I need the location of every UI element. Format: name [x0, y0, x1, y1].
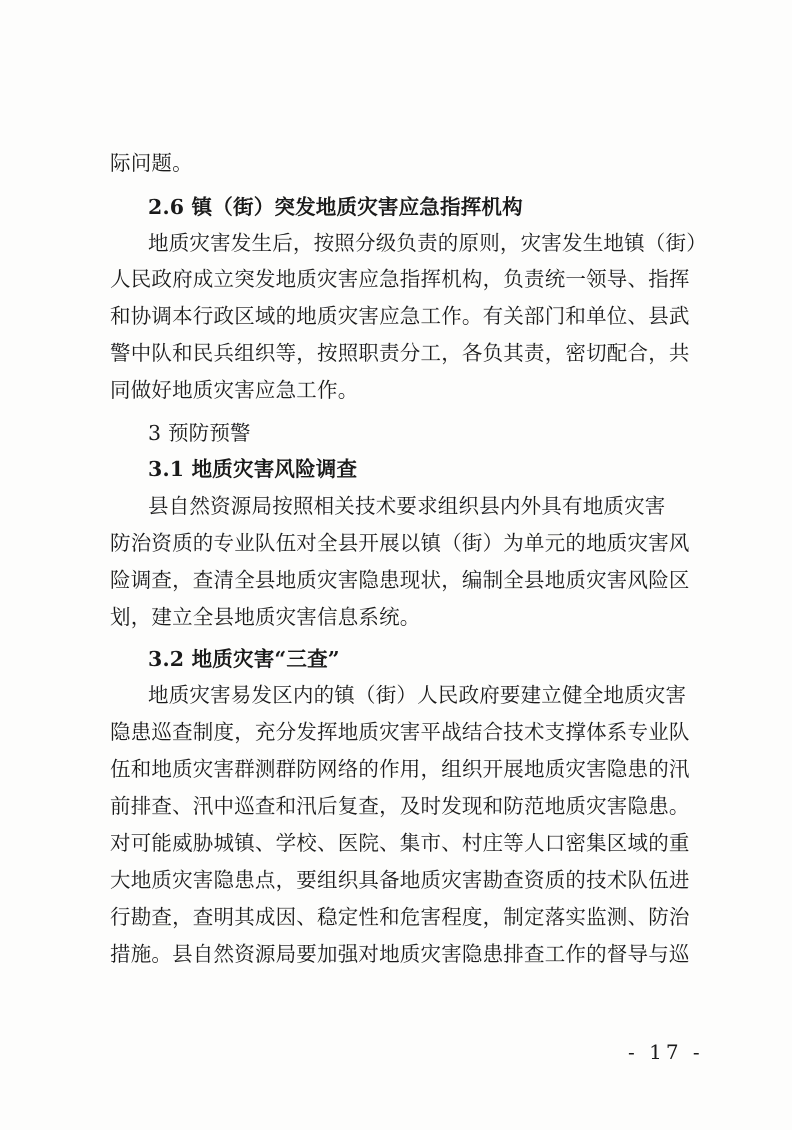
text-line: 地质灾害易发区内的镇（街）人民政府要建立健全地质灾害 [148, 683, 687, 707]
subsection-heading: 3.1 地质灾害风险调查 [148, 457, 358, 481]
text-line: 人民政府成立突发地质灾害应急指挥机构，负责统一领导、指挥 [110, 267, 690, 291]
page-number: - 17 - [628, 1040, 704, 1064]
text-line: 险调查，查清全县地质灾害隐患现状，编制全县地质灾害风险区 [110, 568, 690, 592]
text-line: 行勘查，查明其成因、稳定性和危害程度，制定落实监测、防治 [110, 905, 690, 929]
text-line: 警中队和民兵组织等，按照职责分工，各负其责，密切配合，共 [110, 341, 690, 365]
text-line: 伍和地质灾害群测群防网络的作用，组织开展地质灾害隐患的汛 [110, 757, 690, 781]
text-line: 对可能威胁城镇、学校、医院、集市、村庄等人口密集区域的重 [110, 831, 690, 855]
text-line: 措施。县自然资源局要加强对地质灾害隐患排查工作的督导与巡 [110, 942, 690, 966]
text-line: 际问题。 [110, 151, 193, 175]
text-line: 前排查、汛中巡查和汛后复查，及时发现和防范地质灾害隐患。 [110, 794, 690, 818]
text-line: 大地质灾害隐患点，要组织具备地质灾害勘查资质的技术队伍进 [110, 868, 690, 892]
text-line: 防治资质的专业队伍对全县开展以镇（街）为单元的地质灾害风 [110, 531, 690, 555]
subsection-heading: 3.2 地质灾害“三查” [148, 647, 340, 671]
text-line: 地质灾害发生后，按照分级负责的原则，灾害发生地镇（街） [148, 231, 707, 255]
text-line: 县自然资源局按照相关技术要求组织县内外具有地质灾害 [148, 494, 666, 518]
section-heading: 2.6 镇（街）突发地质灾害应急指挥机构 [148, 195, 523, 219]
text-line: 和协调本行政区域的地质灾害应急工作。有关部门和单位、县武 [110, 304, 690, 328]
text-line: 同做好地质灾害应急工作。 [110, 378, 359, 402]
section-heading: 3 预防预警 [148, 421, 251, 445]
text-line: 划，建立全县地质灾害信息系统。 [110, 605, 421, 629]
text-line: 隐患巡查制度，充分发挥地质灾害平战结合技术支撑体系专业队 [110, 720, 690, 744]
